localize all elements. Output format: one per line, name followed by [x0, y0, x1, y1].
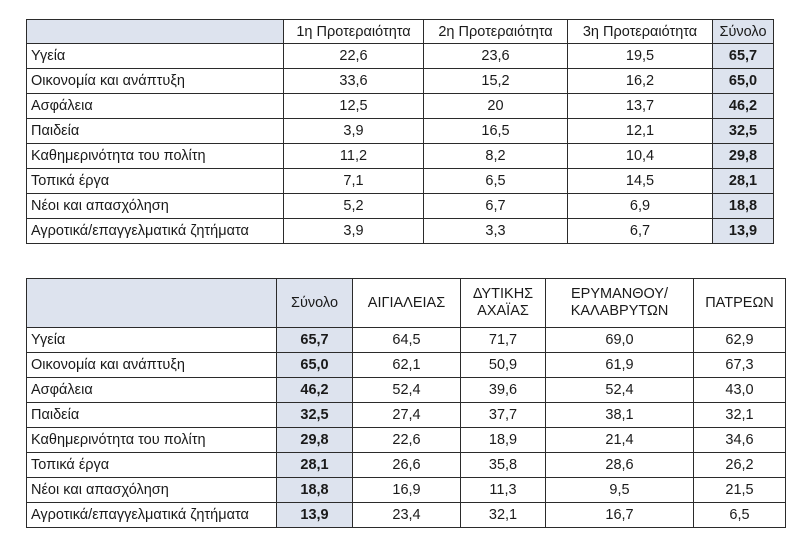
value-cell-v2: 15,2 — [424, 69, 568, 94]
value-cell-v3: 6,7 — [568, 219, 713, 244]
row-label: Τοπικά έργα — [27, 453, 277, 478]
header-erymanthou-line1: ΕΡΥΜΑΝΘΟΥ/ — [570, 286, 669, 302]
value-cell-total: 28,1 — [277, 453, 353, 478]
value-cell-total: 13,9 — [713, 219, 774, 244]
value-cell-v2: 16,5 — [424, 119, 568, 144]
value-cell-v3: 13,7 — [568, 94, 713, 119]
value-cell-v1: 33,6 — [284, 69, 424, 94]
table-row — [27, 378, 786, 403]
table-row — [27, 219, 774, 244]
value-cell-dyt: 39,6 — [461, 378, 546, 403]
value-cell-aig: 22,6 — [353, 428, 461, 453]
value-cell-aig: 64,5 — [353, 328, 461, 353]
row-label: Παιδεία — [27, 403, 277, 428]
row-label: Νέοι και απασχόληση — [27, 194, 284, 219]
value-cell-total: 29,8 — [277, 428, 353, 453]
row-label: Ασφάλεια — [27, 378, 277, 403]
header-erymanthou-line2: ΚΑΛΑΒΡΥΤΩΝ — [570, 303, 669, 319]
value-cell-v3: 12,1 — [568, 119, 713, 144]
value-cell-pat: 62,9 — [694, 328, 786, 353]
value-cell-dyt: 71,7 — [461, 328, 546, 353]
value-cell-total: 46,2 — [713, 94, 774, 119]
value-cell-pat: 43,0 — [694, 378, 786, 403]
value-cell-total: 13,9 — [277, 503, 353, 528]
value-cell-pat: 34,6 — [694, 428, 786, 453]
row-label: Οικονομία και ανάπτυξη — [27, 353, 277, 378]
value-cell-dyt: 50,9 — [461, 353, 546, 378]
header-priority-1: 1η Προτεραιότητα — [284, 20, 424, 44]
table-row — [27, 144, 774, 169]
header-dytikis-line2: ΑΧΑΪΑΣ — [477, 303, 529, 319]
value-cell-ery: 16,7 — [546, 503, 694, 528]
header-priority-2: 2η Προτεραιότητα — [424, 20, 568, 44]
value-cell-ery: 69,0 — [546, 328, 694, 353]
value-cell-v3: 16,2 — [568, 69, 713, 94]
table-row — [27, 169, 774, 194]
row-label: Τοπικά έργα — [27, 169, 284, 194]
header-dytikis-achaias — [461, 279, 546, 328]
value-cell-total: 65,0 — [277, 353, 353, 378]
value-cell-aig: 26,6 — [353, 453, 461, 478]
value-cell-aig: 23,4 — [353, 503, 461, 528]
value-cell-total: 65,0 — [713, 69, 774, 94]
value-cell-v1: 5,2 — [284, 194, 424, 219]
region-table — [26, 278, 786, 528]
value-cell-total: 18,8 — [713, 194, 774, 219]
value-cell-v1: 3,9 — [284, 119, 424, 144]
value-cell-v1: 7,1 — [284, 169, 424, 194]
header-aigialeias: ΑΙΓΙΑΛΕΙΑΣ — [353, 279, 461, 328]
value-cell-pat: 6,5 — [694, 503, 786, 528]
header-total: Σύνολο — [277, 279, 353, 328]
table-row — [27, 428, 786, 453]
header-priority-3: 3η Προτεραιότητα — [568, 20, 713, 44]
row-label: Υγεία — [27, 328, 277, 353]
value-cell-v1: 12,5 — [284, 94, 424, 119]
value-cell-v3: 14,5 — [568, 169, 713, 194]
value-cell-v1: 11,2 — [284, 144, 424, 169]
value-cell-v2: 3,3 — [424, 219, 568, 244]
row-label: Καθημερινότητα του πολίτη — [27, 144, 284, 169]
value-cell-total: 32,5 — [713, 119, 774, 144]
value-cell-total: 28,1 — [713, 169, 774, 194]
table-row — [27, 453, 786, 478]
value-cell-v2: 20 — [424, 94, 568, 119]
value-cell-total: 46,2 — [277, 378, 353, 403]
value-cell-ery: 61,9 — [546, 353, 694, 378]
row-label: Καθημερινότητα του πολίτη — [27, 428, 277, 453]
value-cell-dyt: 32,1 — [461, 503, 546, 528]
value-cell-pat: 32,1 — [694, 403, 786, 428]
value-cell-v3: 6,9 — [568, 194, 713, 219]
value-cell-v3: 10,4 — [568, 144, 713, 169]
header-corner-cell — [27, 279, 277, 328]
table-row — [27, 403, 786, 428]
value-cell-ery: 9,5 — [546, 478, 694, 503]
header-total: Σύνολο — [713, 20, 774, 44]
table-row — [27, 328, 786, 353]
value-cell-dyt: 11,3 — [461, 478, 546, 503]
row-label: Αγροτικά/επαγγελματικά ζητήματα — [27, 503, 277, 528]
header-dytikis-line1: ΔΥΤΙΚΗΣ — [472, 286, 534, 302]
value-cell-total: 32,5 — [277, 403, 353, 428]
row-label: Παιδεία — [27, 119, 284, 144]
value-cell-v1: 22,6 — [284, 44, 424, 69]
value-cell-pat: 21,5 — [694, 478, 786, 503]
region-table-header-row — [27, 279, 786, 328]
value-cell-aig: 62,1 — [353, 353, 461, 378]
value-cell-total: 18,8 — [277, 478, 353, 503]
table-row — [27, 194, 774, 219]
table-row — [27, 94, 774, 119]
value-cell-pat: 67,3 — [694, 353, 786, 378]
table-row — [27, 503, 786, 528]
value-cell-aig: 52,4 — [353, 378, 461, 403]
value-cell-v3: 19,5 — [568, 44, 713, 69]
value-cell-v2: 6,5 — [424, 169, 568, 194]
value-cell-total: 29,8 — [713, 144, 774, 169]
header-erymanthou-kalavryton — [546, 279, 694, 328]
header-corner-cell — [27, 20, 284, 44]
value-cell-dyt: 35,8 — [461, 453, 546, 478]
row-label: Υγεία — [27, 44, 284, 69]
table-row — [27, 478, 786, 503]
header-patreon: ΠΑΤΡΕΩΝ — [694, 279, 786, 328]
row-label: Οικονομία και ανάπτυξη — [27, 69, 284, 94]
value-cell-total: 65,7 — [277, 328, 353, 353]
value-cell-dyt: 37,7 — [461, 403, 546, 428]
value-cell-v1: 3,9 — [284, 219, 424, 244]
value-cell-total: 65,7 — [713, 44, 774, 69]
value-cell-pat: 26,2 — [694, 453, 786, 478]
row-label: Αγροτικά/επαγγελματικά ζητήματα — [27, 219, 284, 244]
row-label: Νέοι και απασχόληση — [27, 478, 277, 503]
table-row — [27, 69, 774, 94]
value-cell-aig: 27,4 — [353, 403, 461, 428]
table-row — [27, 353, 786, 378]
table-row — [27, 44, 774, 69]
value-cell-dyt: 18,9 — [461, 428, 546, 453]
value-cell-ery: 52,4 — [546, 378, 694, 403]
row-label: Ασφάλεια — [27, 94, 284, 119]
value-cell-aig: 16,9 — [353, 478, 461, 503]
priority-table-header-row — [27, 20, 774, 44]
value-cell-v2: 23,6 — [424, 44, 568, 69]
value-cell-v2: 6,7 — [424, 194, 568, 219]
value-cell-v2: 8,2 — [424, 144, 568, 169]
value-cell-ery: 38,1 — [546, 403, 694, 428]
priority-table — [26, 19, 774, 244]
value-cell-ery: 21,4 — [546, 428, 694, 453]
table-row — [27, 119, 774, 144]
value-cell-ery: 28,6 — [546, 453, 694, 478]
